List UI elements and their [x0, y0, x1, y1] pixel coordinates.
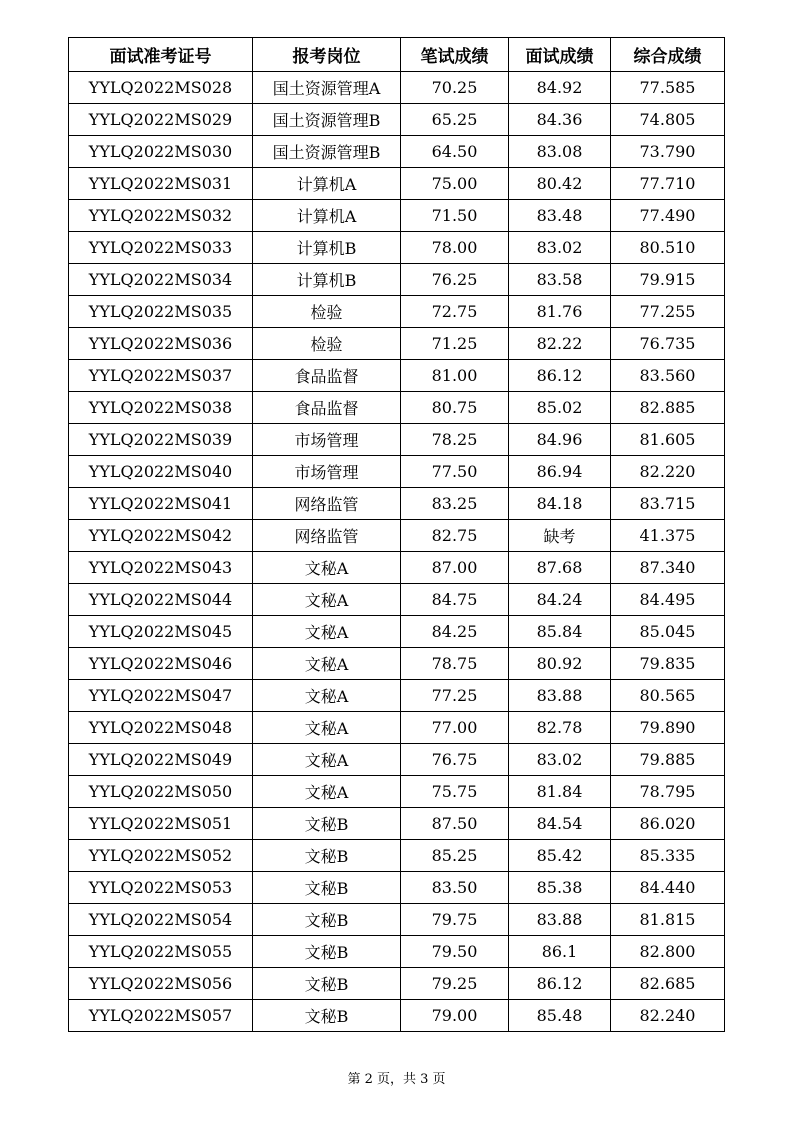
total-score-cell: 79.835 [611, 648, 725, 680]
written-score-cell: 87.00 [401, 552, 509, 584]
total-score-cell: 73.790 [611, 136, 725, 168]
exam-id-cell: YYLQ2022MS048 [69, 712, 253, 744]
total-score-cell: 81.815 [611, 904, 725, 936]
position-cell: 检验 [253, 296, 401, 328]
exam-id-cell: YYLQ2022MS050 [69, 776, 253, 808]
total-score-cell: 82.220 [611, 456, 725, 488]
header-written-score: 笔试成绩 [401, 38, 509, 72]
table-row [69, 584, 725, 616]
exam-id-cell: YYLQ2022MS053 [69, 872, 253, 904]
table-row [69, 168, 725, 200]
exam-id-cell: YYLQ2022MS049 [69, 744, 253, 776]
interview-score-cell: 85.48 [509, 1000, 611, 1032]
interview-score-cell: 84.92 [509, 72, 611, 104]
position-cell: 文秘A [253, 776, 401, 808]
written-score-cell: 77.25 [401, 680, 509, 712]
table-row [69, 872, 725, 904]
table-row [69, 488, 725, 520]
position-cell: 市场管理 [253, 424, 401, 456]
interview-score-cell: 84.54 [509, 808, 611, 840]
written-score-cell: 85.25 [401, 840, 509, 872]
exam-id-cell: YYLQ2022MS035 [69, 296, 253, 328]
interview-score-cell: 83.02 [509, 232, 611, 264]
table-row [69, 776, 725, 808]
written-score-cell: 78.75 [401, 648, 509, 680]
exam-id-cell: YYLQ2022MS031 [69, 168, 253, 200]
interview-score-cell: 86.12 [509, 968, 611, 1000]
total-score-cell: 83.715 [611, 488, 725, 520]
exam-id-cell: YYLQ2022MS032 [69, 200, 253, 232]
written-score-cell: 71.25 [401, 328, 509, 360]
table-row [69, 328, 725, 360]
written-score-cell: 82.75 [401, 520, 509, 552]
exam-id-cell: YYLQ2022MS028 [69, 72, 253, 104]
written-score-cell: 83.50 [401, 872, 509, 904]
written-score-cell: 76.75 [401, 744, 509, 776]
exam-id-cell: YYLQ2022MS044 [69, 584, 253, 616]
exam-id-cell: YYLQ2022MS046 [69, 648, 253, 680]
total-score-cell: 82.240 [611, 1000, 725, 1032]
position-cell: 检验 [253, 328, 401, 360]
written-score-cell: 79.25 [401, 968, 509, 1000]
written-score-cell: 81.00 [401, 360, 509, 392]
table-row [69, 808, 725, 840]
exam-id-cell: YYLQ2022MS047 [69, 680, 253, 712]
exam-id-cell: YYLQ2022MS029 [69, 104, 253, 136]
written-score-cell: 78.25 [401, 424, 509, 456]
interview-score-cell: 85.38 [509, 872, 611, 904]
position-cell: 计算机B [253, 232, 401, 264]
exam-id-cell: YYLQ2022MS055 [69, 936, 253, 968]
total-score-cell: 84.495 [611, 584, 725, 616]
position-cell: 国土资源管理B [253, 104, 401, 136]
written-score-cell: 70.25 [401, 72, 509, 104]
written-score-cell: 76.25 [401, 264, 509, 296]
table-row [69, 104, 725, 136]
header-exam-id: 面试准考证号 [69, 38, 253, 72]
table-row [69, 392, 725, 424]
total-score-cell: 82.800 [611, 936, 725, 968]
position-cell: 计算机B [253, 264, 401, 296]
header-position: 报考岗位 [253, 38, 401, 72]
interview-score-cell: 85.84 [509, 616, 611, 648]
table-row [69, 232, 725, 264]
position-cell: 文秘A [253, 584, 401, 616]
total-score-cell: 74.805 [611, 104, 725, 136]
exam-id-cell: YYLQ2022MS030 [69, 136, 253, 168]
total-score-cell: 79.890 [611, 712, 725, 744]
table-row [69, 264, 725, 296]
interview-score-cell: 82.78 [509, 712, 611, 744]
interview-score-cell: 84.36 [509, 104, 611, 136]
exam-id-cell: YYLQ2022MS038 [69, 392, 253, 424]
exam-id-cell: YYLQ2022MS045 [69, 616, 253, 648]
position-cell: 文秘B [253, 904, 401, 936]
position-cell: 计算机A [253, 168, 401, 200]
total-score-cell: 77.710 [611, 168, 725, 200]
interview-score-cell: 80.42 [509, 168, 611, 200]
total-score-cell: 80.565 [611, 680, 725, 712]
exam-id-cell: YYLQ2022MS056 [69, 968, 253, 1000]
position-cell: 网络监管 [253, 488, 401, 520]
total-score-cell: 86.020 [611, 808, 725, 840]
table-row [69, 72, 725, 104]
exam-id-cell: YYLQ2022MS051 [69, 808, 253, 840]
position-cell: 文秘A [253, 616, 401, 648]
table-row [69, 648, 725, 680]
interview-score-cell: 85.42 [509, 840, 611, 872]
position-cell: 文秘B [253, 808, 401, 840]
total-score-cell: 85.335 [611, 840, 725, 872]
interview-score-cell: 86.1 [509, 936, 611, 968]
exam-id-cell: YYLQ2022MS054 [69, 904, 253, 936]
score-table [68, 37, 725, 1032]
written-score-cell: 77.00 [401, 712, 509, 744]
written-score-cell: 84.75 [401, 584, 509, 616]
page-footer: 第 2 页，共 3 页 [347, 1072, 446, 1087]
position-cell: 文秘B [253, 840, 401, 872]
table-header-row [69, 38, 725, 72]
interview-score-cell: 83.08 [509, 136, 611, 168]
table-row [69, 936, 725, 968]
total-score-cell: 85.045 [611, 616, 725, 648]
interview-score-cell: 86.12 [509, 360, 611, 392]
exam-id-cell: YYLQ2022MS036 [69, 328, 253, 360]
total-score-cell: 80.510 [611, 232, 725, 264]
table-row [69, 456, 725, 488]
total-score-cell: 41.375 [611, 520, 725, 552]
interview-score-cell: 83.58 [509, 264, 611, 296]
total-score-cell: 79.915 [611, 264, 725, 296]
position-cell: 文秘B [253, 968, 401, 1000]
interview-score-cell: 83.02 [509, 744, 611, 776]
written-score-cell: 77.50 [401, 456, 509, 488]
table-row [69, 968, 725, 1000]
total-score-cell: 77.490 [611, 200, 725, 232]
interview-score-cell: 83.88 [509, 904, 611, 936]
total-score-cell: 77.255 [611, 296, 725, 328]
exam-id-cell: YYLQ2022MS039 [69, 424, 253, 456]
table-row [69, 552, 725, 584]
table-row [69, 744, 725, 776]
total-score-cell: 77.585 [611, 72, 725, 104]
exam-id-cell: YYLQ2022MS057 [69, 1000, 253, 1032]
exam-id-cell: YYLQ2022MS052 [69, 840, 253, 872]
written-score-cell: 75.00 [401, 168, 509, 200]
written-score-cell: 80.75 [401, 392, 509, 424]
position-cell: 文秘A [253, 744, 401, 776]
position-cell: 文秘A [253, 680, 401, 712]
exam-id-cell: YYLQ2022MS034 [69, 264, 253, 296]
interview-score-cell: 缺考 [509, 520, 611, 552]
interview-score-cell: 83.48 [509, 200, 611, 232]
interview-score-cell: 86.94 [509, 456, 611, 488]
written-score-cell: 65.25 [401, 104, 509, 136]
total-score-cell: 78.795 [611, 776, 725, 808]
table-row [69, 840, 725, 872]
interview-score-cell: 84.18 [509, 488, 611, 520]
position-cell: 文秘A [253, 552, 401, 584]
written-score-cell: 79.75 [401, 904, 509, 936]
written-score-cell: 87.50 [401, 808, 509, 840]
written-score-cell: 64.50 [401, 136, 509, 168]
position-cell: 国土资源管理A [253, 72, 401, 104]
header-total-score: 综合成绩 [611, 38, 725, 72]
position-cell: 食品监督 [253, 360, 401, 392]
table-row [69, 712, 725, 744]
total-score-cell: 87.340 [611, 552, 725, 584]
position-cell: 国土资源管理B [253, 136, 401, 168]
interview-score-cell: 84.96 [509, 424, 611, 456]
written-score-cell: 78.00 [401, 232, 509, 264]
total-score-cell: 79.885 [611, 744, 725, 776]
written-score-cell: 83.25 [401, 488, 509, 520]
position-cell: 食品监督 [253, 392, 401, 424]
interview-score-cell: 83.88 [509, 680, 611, 712]
interview-score-cell: 81.76 [509, 296, 611, 328]
table-row [69, 1000, 725, 1032]
written-score-cell: 75.75 [401, 776, 509, 808]
position-cell: 计算机A [253, 200, 401, 232]
position-cell: 文秘A [253, 648, 401, 680]
table-row [69, 136, 725, 168]
position-cell: 文秘B [253, 872, 401, 904]
position-cell: 网络监管 [253, 520, 401, 552]
interview-score-cell: 85.02 [509, 392, 611, 424]
table-row [69, 424, 725, 456]
interview-score-cell: 84.24 [509, 584, 611, 616]
written-score-cell: 72.75 [401, 296, 509, 328]
interview-score-cell: 82.22 [509, 328, 611, 360]
total-score-cell: 76.735 [611, 328, 725, 360]
table-row [69, 200, 725, 232]
written-score-cell: 79.00 [401, 1000, 509, 1032]
exam-id-cell: YYLQ2022MS033 [69, 232, 253, 264]
position-cell: 文秘B [253, 936, 401, 968]
exam-id-cell: YYLQ2022MS037 [69, 360, 253, 392]
interview-score-cell: 87.68 [509, 552, 611, 584]
exam-id-cell: YYLQ2022MS042 [69, 520, 253, 552]
table-body [69, 72, 725, 1032]
table-row [69, 904, 725, 936]
exam-id-cell: YYLQ2022MS041 [69, 488, 253, 520]
table-row [69, 680, 725, 712]
exam-id-cell: YYLQ2022MS040 [69, 456, 253, 488]
position-cell: 文秘B [253, 1000, 401, 1032]
table-row [69, 296, 725, 328]
interview-score-cell: 81.84 [509, 776, 611, 808]
header-interview-score: 面试成绩 [509, 38, 611, 72]
table-row [69, 360, 725, 392]
exam-id-cell: YYLQ2022MS043 [69, 552, 253, 584]
total-score-cell: 81.605 [611, 424, 725, 456]
position-cell: 市场管理 [253, 456, 401, 488]
table-row [69, 520, 725, 552]
written-score-cell: 84.25 [401, 616, 509, 648]
written-score-cell: 79.50 [401, 936, 509, 968]
interview-score-cell: 80.92 [509, 648, 611, 680]
position-cell: 文秘A [253, 712, 401, 744]
total-score-cell: 84.440 [611, 872, 725, 904]
table-row [69, 616, 725, 648]
total-score-cell: 82.885 [611, 392, 725, 424]
total-score-cell: 83.560 [611, 360, 725, 392]
written-score-cell: 71.50 [401, 200, 509, 232]
total-score-cell: 82.685 [611, 968, 725, 1000]
